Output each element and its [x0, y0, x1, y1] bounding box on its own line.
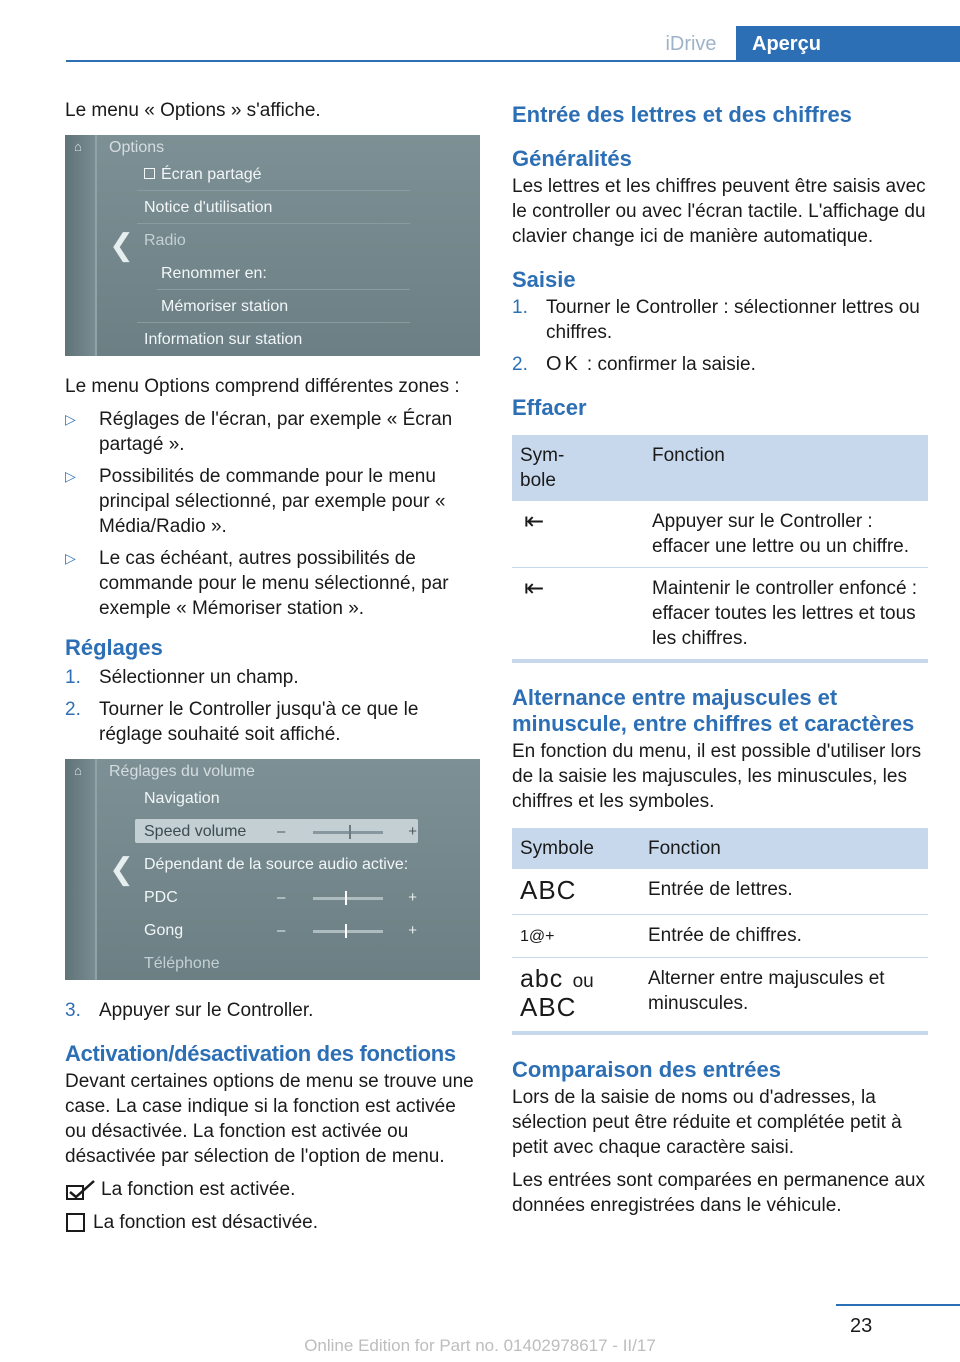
header-chapter: Aperçu [736, 26, 960, 62]
letters-heading: Entrée des lettres et des chiffres [512, 102, 852, 127]
delete-icon: ⇤ [524, 575, 545, 602]
screen-item-pdc: PDC [144, 889, 178, 906]
table-cell: Maintenir le controller enfoncé : effacer toutes les lettres et tous les chiffres. [652, 578, 918, 649]
uppercase-icon: ABC [520, 875, 577, 905]
table-row [512, 869, 928, 915]
checkbox-checked-icon [66, 1180, 98, 1200]
step-item: 1. Sélectionner un champ. [65, 667, 299, 688]
checkbox-empty-icon [66, 1213, 86, 1233]
table-row [512, 501, 928, 568]
volume-screen [65, 759, 480, 980]
step-item: 2. OK : confirmer la saisie. [512, 353, 756, 375]
screen-item-gong: Gong [144, 922, 184, 939]
list-item: ▷ Réglages de l'écran, par exemple « Écran partagé ». [65, 407, 480, 457]
right-column [512, 98, 928, 1226]
step-item: 1. Tourner le Controller : sélectionner lettres ou chiffres. [512, 297, 920, 343]
pdc-slider: – + [277, 889, 417, 906]
footer-edition: Online Edition for Part no. 01402978617 - II/17 [304, 1336, 656, 1355]
table-header-row [512, 435, 928, 501]
footer-rule [836, 1304, 960, 1306]
reglages-steps [65, 665, 480, 747]
ok-icon: OK [546, 353, 581, 375]
numbers-icon: 1@+ [520, 928, 555, 945]
table-header: Sym- bole [512, 435, 644, 501]
table-header: Fonction [644, 435, 928, 501]
screen-sidebar [65, 759, 97, 980]
options-screen [65, 135, 480, 356]
screen-item-source: Dépendant de la source audio active: [144, 856, 409, 873]
left-column [65, 98, 480, 1243]
step-item: 3. Appuyer sur le Controller. [65, 1000, 314, 1021]
list-item: ▷ Le cas échéant, autres possibilités de commande pour le menu sélectionné, par exemple « Mémoriser station ». [65, 546, 480, 621]
screen-item-store: Mémoriser station [161, 298, 289, 315]
generalites-text: Les lettres et les chiffres peuvent être saisis avec le controller ou avec l'écran tactile. L'affichage du clavier change ici de manière automatique. [512, 176, 926, 247]
screen-item-info: Information sur station [144, 331, 303, 348]
screen-item-speed-volume: Speed volume [144, 823, 247, 840]
reglages-heading: Réglages [65, 635, 163, 660]
table-row: abc ou ABC Alterner entre majuscules et minuscules. [512, 958, 928, 1034]
reglages-steps-cont [65, 998, 480, 1023]
options-text: Le menu Options comprend différentes zones : [65, 376, 460, 397]
legend-inactive: La fonction est désactivée. [65, 1210, 480, 1235]
gong-slider: – + [277, 922, 417, 939]
table-header: Symbole [512, 828, 640, 869]
generalites-heading: Généralités [512, 146, 632, 171]
options-list [65, 407, 480, 621]
table-cell: Appuyer sur le Controller : effacer une lettre ou un chiffre. [644, 501, 928, 568]
effacer-heading: Effacer [512, 395, 587, 420]
table-header-row [512, 828, 928, 869]
header-section: iDrive [665, 33, 717, 55]
step-item: 2. Tourner le Controller jusqu'à ce que le réglage souhaité soit affiché. [65, 699, 419, 745]
intro-text: Le menu « Options » s'affiche. [65, 100, 321, 121]
screen-title: Réglages du volume [109, 763, 255, 780]
checkbox-icon [144, 168, 155, 179]
table-cell: Entrée de lettres. [640, 869, 928, 915]
screen-item-phone: Téléphone [144, 955, 220, 972]
screen-sidebar [65, 135, 97, 356]
screen-item-radio: Radio [144, 232, 186, 249]
home-icon: ⌂ [74, 139, 82, 154]
chevron-left-icon: ❮ [109, 229, 135, 262]
lowercase-icon: abc [520, 965, 564, 993]
screen-item-rename: Renommer en: [161, 265, 267, 282]
alternance-heading: Alternance entre majuscules et minuscule, entre chiffres et caractères [512, 685, 915, 736]
home-icon: ⌂ [74, 763, 82, 778]
screen-item-split: Écran partagé [144, 165, 262, 185]
comparaison-text-2: Les entrées sont comparées en permanence aux données enregistrées dans le véhicule. [512, 1170, 925, 1216]
table-cell: Entrée de chiffres. [640, 915, 928, 958]
saisie-steps [512, 295, 928, 377]
delete-icon: ⇤ [512, 501, 644, 568]
comparaison-text-1: Lors de la saisie de noms ou d'adresses, la sélection peut être réduite et complétée petit à petit avec chaque caractère saisi. [512, 1087, 902, 1158]
comparaison-heading: Comparaison des entrées [512, 1057, 781, 1082]
table-header: Fonction [640, 828, 928, 869]
table-row [512, 568, 928, 662]
table-row [512, 915, 928, 958]
speed-volume-slider: – + [277, 823, 417, 840]
saisie-heading: Saisie [512, 267, 576, 292]
screen-item-manual: Notice d'utilisation [144, 199, 273, 216]
alternance-table [512, 828, 928, 1035]
screen-title: Options [109, 139, 165, 156]
activation-heading: Activation/désactivation des fonctions [65, 1041, 456, 1066]
effacer-table [512, 435, 928, 663]
page-number: 23 [850, 1315, 873, 1337]
alternance-text: En fonction du menu, il est possible d'utiliser lors de la saisie les majuscules, les minuscules, les chiffres et les symboles. [512, 741, 922, 812]
chevron-left-icon: ❮ [109, 853, 135, 886]
list-item: ▷ Possibilités de commande pour le menu principal sélectionné, par exemple pour « Média/Radio ». [65, 464, 480, 539]
table-cell: Alterner entre majuscules et minuscules. [648, 968, 885, 1014]
header-rule [66, 60, 960, 62]
legend-active: La fonction est activée. [65, 1177, 480, 1202]
uppercase-icon: ABC [520, 992, 577, 1022]
screen-item-navigation: Navigation [144, 790, 220, 807]
activation-text: Devant certaines options de menu se trouve une case. La case indique si la fonction est activée ou désactivée. La fonction est activée ou désactivée par sélection de l'option de menu. [65, 1071, 474, 1167]
